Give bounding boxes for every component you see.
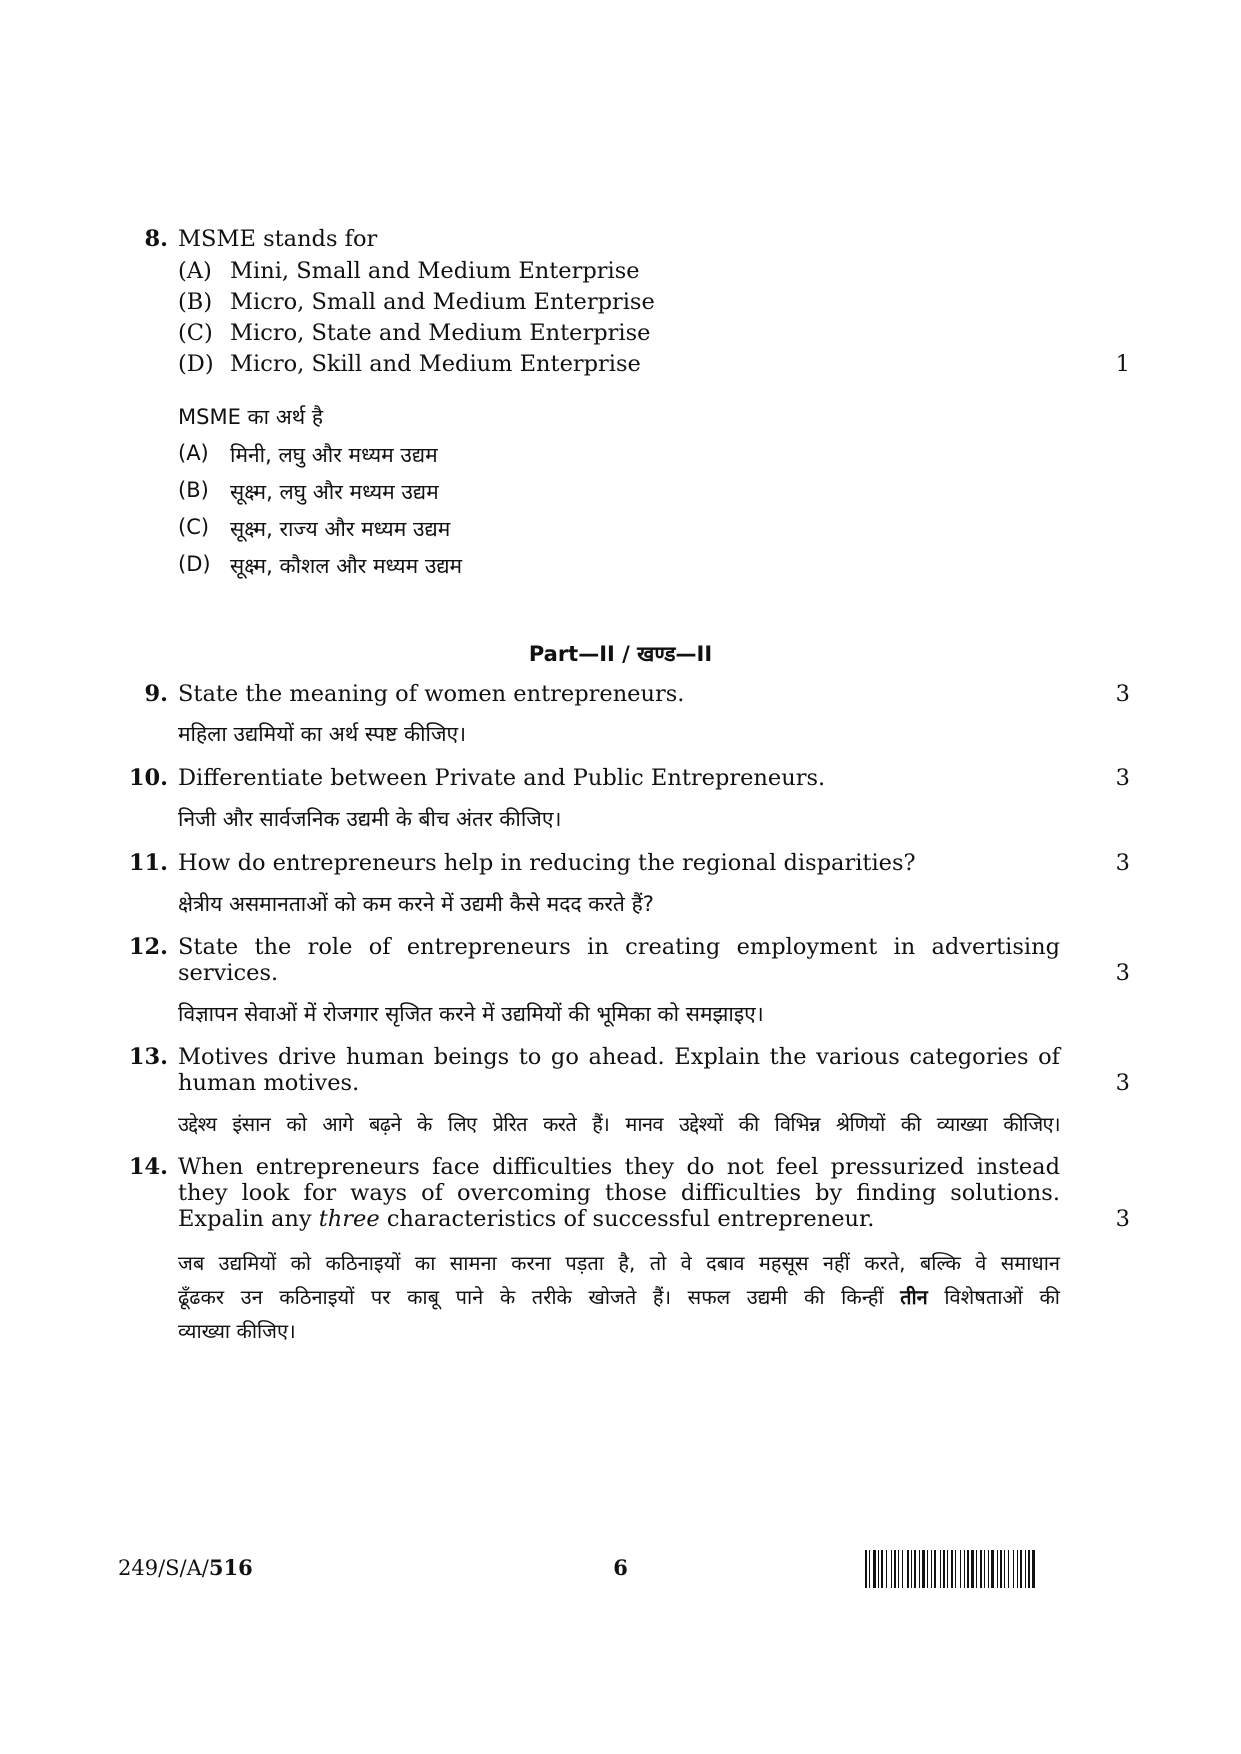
marks: 3 [1115, 1206, 1130, 1232]
question-number: 11. [128, 850, 168, 876]
marks: 3 [1115, 850, 1130, 876]
marks: 3 [1115, 681, 1130, 707]
option-text: सूक्ष्म, कौशल और मध्यम उद्यम [230, 554, 463, 578]
option-label: (C) [178, 515, 210, 539]
option-text: सूक्ष्म, राज्य और मध्यम उद्यम [230, 517, 451, 541]
marks: 3 [1115, 1070, 1130, 1096]
question-text-en: State the meaning of women entrepreneurs. [178, 681, 685, 707]
option-label: (D) [178, 552, 211, 576]
option-text: मिनी, लघु और मध्यम उद्यम [230, 443, 438, 467]
option-text: सूक्ष्म, लघु और मध्यम उद्यम [230, 480, 439, 504]
question-text-hi: ढूँढकर उन कठिनाइयों पर काबू पाने के तरीके खोजते हैं। सफल उद्यमी की किन्हीं तीन विशेषताओं की [178, 1285, 1060, 1309]
option-text: Mini, Small and Medium Enterprise [230, 258, 640, 284]
option-label: (B) [178, 289, 213, 315]
question-text-en: Expalin any three characteristics of successful entrepreneur. [178, 1206, 875, 1232]
question-number: 10. [128, 765, 168, 791]
marks: 1 [1115, 351, 1130, 377]
marks: 3 [1115, 765, 1130, 791]
marks: 3 [1115, 960, 1130, 986]
question-text-hi: उद्देश्य इंसान को आगे बढ़ने के लिए प्रेरित करते हैं। मानव उद्देश्यों की विभिन्न श्रेणियों की व्याख्या कीजिए। [178, 1112, 1060, 1136]
question-text-en: Differentiate between Private and Public Entrepreneurs. [178, 765, 826, 791]
question-text-hi: विज्ञापन सेवाओं में रोजगार सृजित करने में उद्यमियों की भूमिका को समझाइए। [178, 1002, 764, 1026]
question-text-hi: जब उद्यमियों को कठिनाइयों का सामना करना पड़ता है, तो वे दबाव महसूस नहीं करते, बल्कि वे समाधान [178, 1251, 1060, 1275]
question-number: 14. [128, 1154, 168, 1180]
option-label: (B) [178, 478, 209, 502]
question-text-en: Motives drive human beings to go ahead. Explain the various categories of [178, 1044, 1060, 1070]
question-text-en: When entrepreneurs face difficulties they do not feel pressurized instead [178, 1154, 1060, 1180]
question-text-hi: महिला उद्यमियों का अर्थ स्पष्ट कीजिए। [178, 722, 467, 746]
option-label: (A) [178, 258, 212, 284]
option-text: Micro, Skill and Medium Enterprise [230, 351, 641, 377]
question-text-en: services. [178, 960, 279, 986]
question-number: 8. [144, 226, 168, 252]
question-text-en: they look for ways of overcoming those difficulties by finding solutions. [178, 1180, 1060, 1206]
option-label: (C) [178, 320, 213, 346]
question-stem-en: MSME stands for [178, 226, 378, 252]
question-text-hi: क्षेत्रीय असमानताओं को कम करने में उद्यमी कैसे मदद करते हैं? [178, 892, 654, 916]
question-text-en: human motives. [178, 1070, 360, 1096]
question-number: 12. [128, 934, 168, 960]
option-label: (D) [178, 351, 214, 377]
page-number: 6 [613, 1555, 628, 1580]
paper-code: 249/S/A/516 [118, 1555, 253, 1580]
option-text: Micro, State and Medium Enterprise [230, 320, 651, 346]
section-heading: Part—II / खण्ड—II [528, 642, 713, 666]
question-text-en: How do entrepreneurs help in reducing the regional disparities? [178, 850, 916, 876]
emphasis: तीन [900, 1285, 928, 1309]
question-number: 9. [144, 681, 168, 707]
question-text-en: State the role of entrepreneurs in creating employment in advertising [178, 934, 1060, 960]
option-label: (A) [178, 441, 209, 465]
barcode [865, 1550, 1120, 1588]
question-number: 13. [128, 1044, 168, 1070]
option-text: Micro, Small and Medium Enterprise [230, 289, 655, 315]
emphasis: three [318, 1206, 380, 1232]
question-text-hi: व्याख्या कीजिए। [178, 1319, 296, 1343]
question-stem-hi: MSME का अर्थ है [178, 405, 324, 429]
question-text-hi: निजी और सार्वजनिक उद्यमी के बीच अंतर कीजिए। [178, 807, 562, 831]
